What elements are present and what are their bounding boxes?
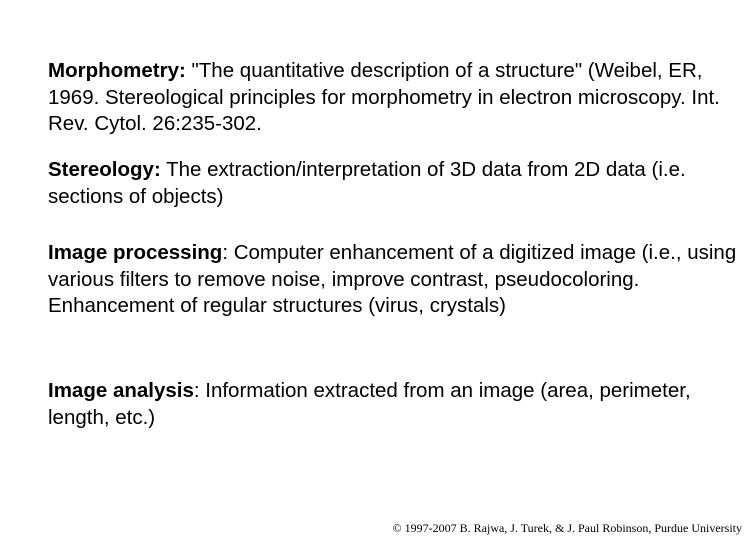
definition-morphometry-text: "The quantitative description of a structure" (Weibel, ER, 1969. Stereological principles for morphometry in electron microscopy. Int. Rev. Cytol. 26:235-302. <box>48 59 720 135</box>
term-image-analysis: Image analysis <box>48 379 194 402</box>
footer-copyright: © 1997-2007 B. Rajwa, J. Turek, & J. Paul Robinson, Purdue University <box>392 521 742 535</box>
term-stereology: Stereology: <box>48 158 161 181</box>
term-image-processing: Image processing <box>48 241 223 264</box>
term-morphometry: Morphometry: <box>48 59 186 82</box>
definition-image-analysis-text: : Information extracted from an image (area, perimeter, length, etc.) <box>48 379 691 429</box>
definition-image-analysis <box>48 378 738 431</box>
definition-image-processing-text: : Computer enhancement of a digitized image (i.e., using various filters to remove noise, improve contrast, pseudocoloring. Enhancement of regular structures (virus, crystals) <box>48 241 737 317</box>
definition-image-processing <box>48 240 738 320</box>
definition-stereology-text: The extraction/interpretation of 3D data from 2D data (i.e. sections of objects) <box>48 158 686 208</box>
definition-morphometry <box>48 58 738 138</box>
definition-stereology <box>48 157 738 210</box>
